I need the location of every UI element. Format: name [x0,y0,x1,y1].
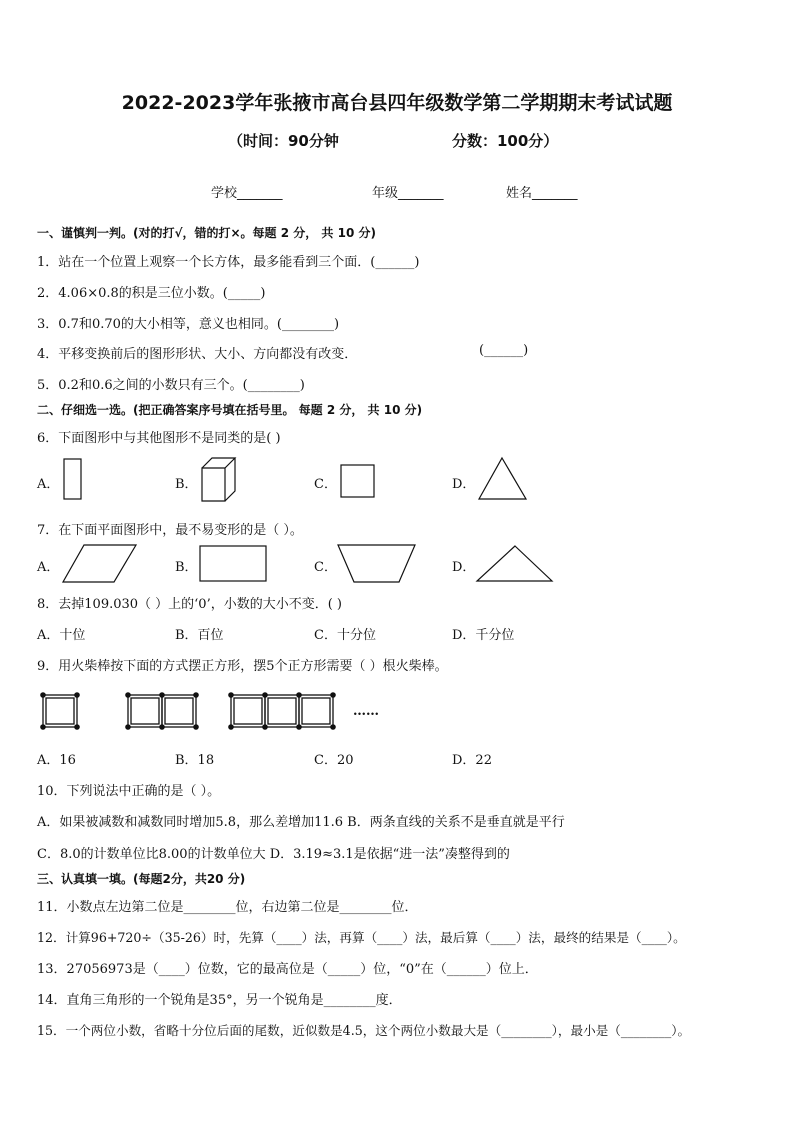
square-figure [340,464,376,498]
q6-option-c-label[interactable]: C． [314,477,337,492]
question-3: 3．0.7和0.70的大小相等，意义也相同。(________) [37,317,340,332]
section-2-heading: 二、仔细选一选。(把正确答案序号填在括号里。 每题 2 分， 共 10 分) [37,403,423,417]
question-4: 4．平移变换前后的图形形状、大小、方向都没有改变． [37,347,358,362]
q7-option-a-label[interactable]: A． [37,560,60,575]
q7-option-c-label[interactable]: C． [314,560,337,575]
section-1-heading: 一、谨慎判一判。(对的打√，错的打×。每题 2 分， 共 10 分) [37,226,376,240]
q10-options-line-2[interactable]: C．8.0的计数单位比8.00的计数单位大 D．3.19≈3.1是依据“进一法”凑整得到的 [37,847,510,862]
matchstick-squares-figure [38,690,398,732]
question-4-blank[interactable]: (______) [479,343,529,358]
question-11: 11．小数点左边第二位是________位，右边第二位是________位． [37,900,418,915]
q9-option-c[interactable]: C．20 [314,753,354,768]
q7-option-d-label[interactable]: D． [452,560,476,575]
q9-option-d[interactable]: D．22 [452,753,492,768]
q6-option-a-label[interactable]: A． [37,477,60,492]
question-8: 8．去掉109.030（ ）上的‘0’，小数的大小不变．( ) [37,597,342,612]
section-3-heading: 三、认真填一填。(每题2分，共20 分) [37,872,246,886]
page-title: 2022-2023学年张掖市高台县四年级数学第二学期期末考试试题 [121,92,673,114]
q6-option-d-label[interactable]: D． [452,477,476,492]
q9-option-b[interactable]: B．18 [175,753,215,768]
parallelogram-figure [62,544,138,584]
q6-option-b-label[interactable]: B． [175,477,198,492]
question-5: 5．0.2和0.6之间的小数只有三个。(________) [37,378,305,393]
exam-score: 分数：100分） [452,132,559,150]
rectangle-figure [199,545,269,583]
q10-options-line-1[interactable]: A．如果被减数和减数同时增加5.8，那么差增加11.6 B．两条直线的关系不是垂直就是平行 [37,815,565,830]
tall-rectangle-figure [63,458,83,500]
q9-ellipsis: …… [353,704,379,719]
cuboid-figure [200,455,236,503]
question-13: 13．27056973是（____）位数，它的最高位是（_____）位，“0”在（______）位上． [37,962,538,977]
q8-option-c[interactable]: C．十分位 [314,628,376,643]
trapezoid-figure [337,544,417,584]
triangle-figure [478,457,528,501]
question-2: 2．4.06×0.8的积是三位小数。(_____) [37,286,266,301]
name-field[interactable]: 姓名_______ [506,186,578,201]
question-7: 7．在下面平面图形中，最不易变形的是（ ）。 [37,523,303,538]
obtuse-triangle-figure [476,545,554,583]
q8-option-a[interactable]: A．十位 [37,628,86,643]
question-1: 1．站在一个位置上观察一个长方体，最多能看到三个面．(______) [37,255,420,270]
question-12: 12．计算96+720÷（35-26）时，先算（____）法，再算（____）法，最后算（____）法，最终的结果是（____）。 [37,930,686,945]
q9-option-a[interactable]: A．16 [37,753,76,768]
question-15: 15．一个两位小数，省略十分位后面的尾数，近似数是4.5，这个两位小数最大是（________），最小是（________）。 [37,1023,691,1038]
question-14: 14．直角三角形的一个锐角是35°，另一个锐角是________度． [37,993,402,1008]
q8-option-b[interactable]: B．百位 [175,628,224,643]
q8-option-d[interactable]: D．千分位 [452,628,515,643]
grade-field[interactable]: 年级_______ [372,186,444,201]
exam-time: （时间：90分钟 [228,132,339,150]
question-10: 10．下列说法中正确的是（ ）。 [37,784,221,799]
question-6: 6．下面图形中与其他图形不是同类的是( ) [37,431,281,446]
question-9: 9．用火柴棒按下面的方式摆正方形，摆5个正方形需要（ ）根火柴棒。 [37,659,448,674]
q7-option-b-label[interactable]: B． [175,560,198,575]
school-field[interactable]: 学校_______ [211,186,283,201]
